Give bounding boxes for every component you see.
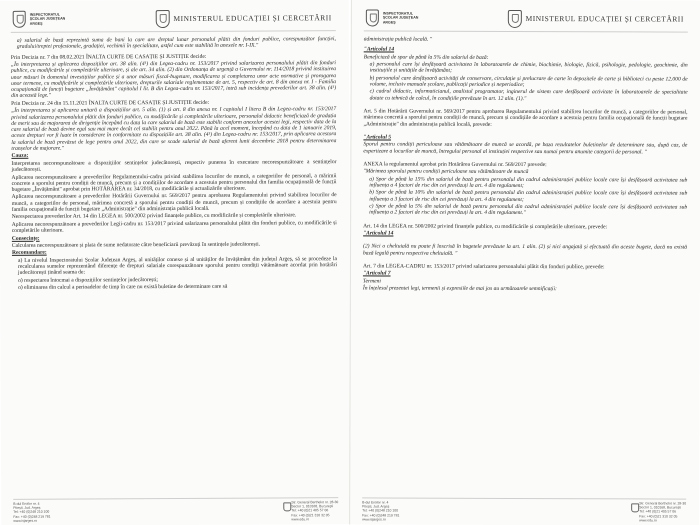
document-paragraph: o) respectarea întocmai a dispozițiilor sentințelor judecătorești; — [18, 276, 158, 284]
footer-line: B-dul Eroilor nr. 4 — [13, 501, 40, 506]
document-paragraph: a) salariul de bază reprezintă suma de bani la care are dreptul lunar personalul plătit din fonduri publice, corespunzător funcției, gradului/treptei profesionale, gradației, vechimii în specialitate, astfel cum este stabilită în anexele nr. I-IX." — [16, 36, 336, 51]
footer-line: Tel: +40 (0)21 405 57 06 — [291, 508, 329, 513]
document-paragraph: Aplicarea necorespunzătoare a prevederilor Legii-cadru nr. 153/2017 privind salarizarea personalului plătit din fonduri publice, cu modificările și completările ulterioare. — [11, 220, 337, 235]
document-paragraph: a) personalul care își desfășoară activitatea în laboratoarele de chimie, biochimie, biologie, fizică, psihologie, pedologie, geochimie, din instituțiile și unitățile de învățământ; — [369, 61, 688, 75]
isj-name: INSPECTORATUL ȘCOLAR JUDEȚEAN ARGEȘ — [382, 11, 419, 25]
document-paragraph: Cauza: — [11, 153, 29, 160]
footer-line: Tel: +40 (0)21 405 57 06 — [639, 509, 677, 514]
document-paragraph: "Articolul 14 — [363, 230, 394, 237]
footer-line: Fax: +40 (0)248 219 781 — [13, 514, 51, 519]
document-paragraph: Aplicarea necorespunzătoare a prevederilor Regulamentului-cadru privind stabilirea locurilor de muncă, a categoriilor de personal, a mărimii concrete a sporului pentru condiții de muncă, precum și a condițiilor de acordare a acestuia pentru personalul din familia ocupațională de funcții bugetare „Învățământ" aprobat prin HOTĂRÂREA nr. 34/2018, cu modificările și actualizările ulterioare. — [11, 172, 337, 193]
footer-line: Fax: +40 (0)248 219 781 — [362, 513, 400, 518]
footer-line: Fax: +40 (0)21 310 32 05 — [291, 512, 330, 517]
document-paragraph: Prin Decizia nr. 24 din 15.11.2021 ÎNALTA CURTE DE CASAȚIE ȘI JUSTIȚIE decide: — [11, 99, 210, 107]
document-paragraph: Interpretarea necorespunzătoare a dispozițiilor sentințelor judecătorești, respectiv punerea în executare necorespunzătoare a sentințelor judecătorești. — [11, 158, 337, 173]
footer-line: www.edu.ro — [639, 518, 657, 523]
document-paragraph: Nerespectarea prevederilor Art. 14 din LEGEA nr. 500/2002 privind finanțele publice, cu modificările și completările ulterioare. — [11, 212, 297, 221]
document-paragraph: a) La nivelul Inspectoratului Școlar Județean Argeș, al unităților conexe și al unităților de învățământ din județul Argeș, să se procedeze la recalcularea sumelor reprezentând diferențe de drepturi salariale corespunzătoare sporului pentru condiții vătămătoare acordat prin hotărâri judecătorești ținând seama de: — [17, 255, 338, 277]
ministry-name: MINISTERUL EDUCAȚIEI ȘI CERCETĂRII — [173, 13, 332, 24]
document-paragraph: "Articolul 14 — [363, 46, 395, 53]
isj-crest-icon — [13, 11, 26, 28]
document-paragraph: În înțelesul prezentei legi, termenii și expresiile de mai jos au următoarele semnificații: — [362, 285, 557, 293]
document-paragraph: Aplicarea necorespunzătoare a prevederilor Hotărârii Guvernului nr. 569/2017 pentru aprobarea Regulamentului privind stabilirea locurilor de muncă, a categoriilor de personal, mărimea concretă a sporului pentru condiții de muncă, precum și condițiile de acordare a acestuia pentru familia ocupațională de funcții bugetare „Administrație" din administrația publică locală. — [11, 192, 337, 213]
document-paragraph: b) personalul care desfășoară activități de conservare, circulație și prelucrare de carte în depozitele de carte și biblioteci cu peste 12.000 de volume, inclusiv manuale școlare, publicații periodice și neperiodice; — [369, 75, 688, 89]
footer-line: Pitești, Jud. Argeș — [13, 505, 41, 511]
page-footer — [362, 497, 686, 522]
document-paragraph: o) eliminarea din calcul a perioadelor de timp în care nu există buletine de determinare care să — [18, 283, 228, 291]
document-paragraph: a) Spor de până la 15% din salariul de bază pentru personalul din cadrul administrației publice locale care își desfășoară activitatea sub influența a 4 factori de risc din cei prevăzuți la art. 4 din regulament; — [369, 176, 688, 189]
isj-crest-icon — [366, 9, 379, 26]
document-paragraph: administrația publică locală. " — [363, 36, 433, 43]
footer-line: Str. General Berthelot nr. 28-30 — [291, 500, 339, 505]
document-paragraph: "Articolul 5 — [363, 134, 392, 141]
footer-line: www.edu.ro — [291, 517, 310, 522]
document-body-right — [363, 36, 688, 293]
footer-line: B-dul Eroilor nr. 4 — [362, 500, 389, 505]
footer-line: Sector 1, 010168, București — [291, 504, 334, 509]
document-paragraph: (2) Nici o cheltuială nu poate fi înscrisă în bugetele prevăzute la art. 1 alin. (2) și nici angajată și efectuată din aceste bugete, dacă nu există bază legală pentru respectiva cheltuială. " — [363, 243, 688, 257]
isj-name: INSPECTORATUL ȘCOLAR JUDEȚEAN ARGEȘ — [29, 12, 66, 26]
ministry-block — [153, 9, 331, 28]
footer-line: Sector 1, 010168, București — [639, 505, 682, 510]
document-paragraph: Consecințe: — [11, 235, 40, 242]
ministry-block — [506, 9, 684, 28]
document-paragraph: Recomandare: — [11, 249, 47, 257]
page-header — [11, 5, 336, 33]
footer-line: Pitești, Jud. Argeș — [362, 504, 390, 509]
footer-line: Tel: +40 (0)248 210 100 — [13, 510, 50, 515]
document-paragraph: Termeni — [362, 278, 381, 285]
document-paragraph: Art. 14 din LEGEA nr. 500/2002 privind finanțele publice, cu modificările și completările ulterioare, prevede: — [363, 223, 608, 230]
document-paragraph: Sporul pentru condiții periculoase sau vătămătoare de muncă se acordă, pe baza rezultatelor buletinelor de determinare sau, după caz, de expertizare a locurilor de muncă, întregului personal al instituției respective sau numai pentru anumite categorii de personal. " — [363, 141, 688, 156]
ministry-crest-icon — [508, 9, 522, 27]
footer-isj-address — [13, 502, 50, 523]
footer-line: www.isjarges.ro — [362, 517, 386, 522]
document-paragraph: "Mărimea sporului pentru condiții periculoase sau vătămătoare de muncă — [363, 168, 529, 176]
footer-ministry-address — [283, 500, 338, 521]
footer-line: Str. General Berthelot nr. 28-30 — [639, 501, 687, 506]
document-paragraph: Art. 7 din LEGEA-CADRU nr. 153/2017 privind salarizarea personalului plătit din fonduri publice, prevede: — [362, 263, 605, 271]
document-paragraph: c) cadrul didactic, informaticianul, analistul programator, inginerul de sistem care desfășoară activitate în laboratoarele de specialitate dotate cu tehnică de calcul, în condițiile prevăzute în art. 12 alin. (1)." — [369, 88, 688, 102]
document-paragraph: Prin Decizia nr. 7 din 08.02.2021 ÎNALTA CURTE DE CASAȚIE ȘI JUSTIȚIE decide: — [10, 53, 207, 61]
ministry-crest-icon — [155, 10, 169, 28]
footer-line: Tel: +40 (0)248 210 100 — [362, 508, 399, 513]
document-page-right — [349, 0, 700, 525]
document-paragraph: „În interpretarea și aplicarea unitară a dispozițiilor art. 5 alin. (1) și art. 8 din anexa nr. I capitolul I litera B din Legea-cadru nr. 153/2017 privind salarizarea personalului plătit din fonduri publice, cu modificările și completările ulterioare, personalul didactic beneficiază de gradația de merit sau de majorarea de dirigenție începând cu data la care salariul de bază este stabilit conform anexelor acestei legi, respectiv data de la care salariul de bază devine egal sau mai mare decât cel stabilit pentru anul 2022. Până la acel moment, începând cu data de 1 ianuarie 2019, aceste drepturi vor fi luate în considerare în conformitate cu dispozițiile art. 38 alin. (4¹) din Legea-cadru nr. 153/2017, prin aplicarea acestora la salariul de bază prevăzut de lege pentru anul 2022, din care se scade salariul de bază aferent lunii decembrie 2018 pentru determinarea tranșelor de majorare." — [11, 106, 337, 152]
document-paragraph: Beneficiază de spor de până la 5% din salariul de bază: — [363, 54, 489, 61]
page-footer — [13, 497, 338, 523]
document-paragraph: c) Spor de până la 5% din salariul de bază pentru personalul din cadrul administrației publice locale care își desfășoară activitatea sub influența a 2 factori de risc din cei prevăzuți la art. 4 din regulament." — [369, 203, 688, 217]
document-paragraph: ANEXA la regulamentul aprobat prin Hotărârea Guvernului nr. 569/2017 prevede: — [363, 161, 547, 168]
footer-isj-address — [362, 500, 399, 521]
footer-ministry-address — [631, 501, 686, 522]
ministry-name: MINISTERUL EDUCAȚIEI ȘI CERCETĂRII — [525, 14, 684, 24]
page-header — [364, 5, 688, 32]
document-paragraph: Calcularea necorespunzătoare și plata de sume nedatorate către beneficiarii prevăzuți în sentințele judecătorești. — [11, 241, 261, 249]
document-paragraph: "Articolul 7 — [362, 270, 391, 277]
footer-line: Fax: +40 (0)21 310 32 05 — [639, 513, 678, 519]
footer-line: www.isjarges.ro — [13, 518, 38, 523]
document-paragraph: „În interpretarea și aplicarea dispozițiilor art. 38 alin. (4¹) din Legea-cadru nr. 153/2017 privind salarizarea personalului plătit din fonduri publice, cu modificările și completările ulterioare, și ale art. 34 alin. (2) din Ordonanța de urgență a Guvernului nr. 114/2018 privind instituirea unor măsuri în domeniul investițiilor publice și a unor măsuri fiscal-bugetare, modificarea și completarea unor acte normative și prorogarea unor termene, cu modificările și completările ulterioare, drepturile salariale reglementate de art. 5, respectiv de art. 8 din anexa nr. I - Familia ocupațională de funcții bugetare „Învățământ" capitolul I lit. B din Legea-cadru nr. 153/2017, intră sub incidența prevederilor art. 38 alin. (4¹) din această lege." — [10, 60, 337, 100]
document-paragraph: Art. 5 din Hotărârii Guvernului nr. 569/2017 pentru aprobarea Regulamentului privind stabilirea locurilor de muncă, a categoriilor de personal, mărimea concretă a sporului pentru condiții de muncă, precum și condițiile de acordare a acestuia pentru familia ocupațională de funcții bugetare „Administrație" din administrația publică locală, prevede: — [363, 108, 688, 128]
document-paragraph: b) Spor de până la 10% din salariul de bază pentru personalul din cadrul administrației publice locale care își desfășoară activitatea sub influența a 3 factori de risc din cei prevăzuți la art. 4 din regulament; — [369, 189, 688, 203]
document-body-left — [11, 36, 337, 291]
